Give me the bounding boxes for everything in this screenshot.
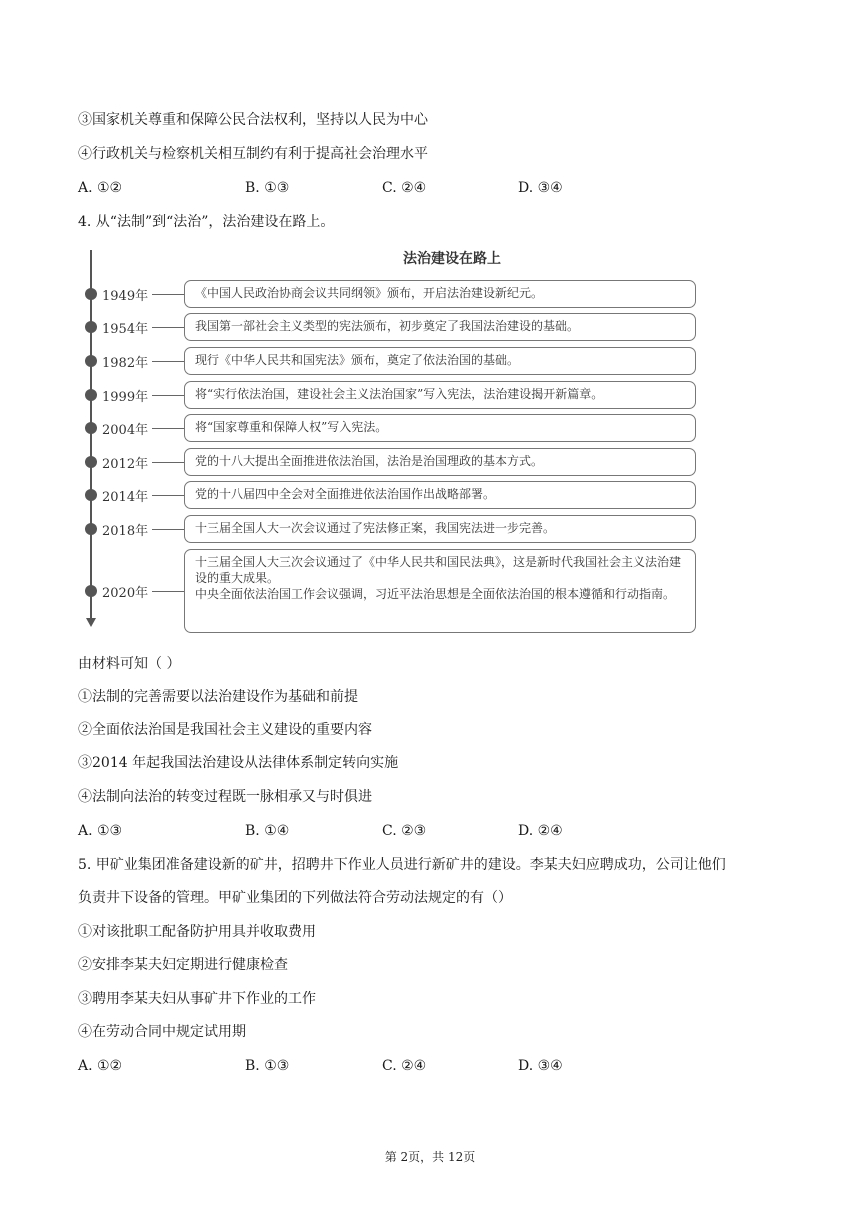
q5-option-d[interactable]: D. ③④ xyxy=(518,1058,563,1074)
timeline-year: 2012年 xyxy=(102,457,149,472)
timeline-dot-icon xyxy=(85,389,97,401)
q3-item-4: ④行政机关与检察机关相互制约有利于提高社会治理水平 xyxy=(78,146,428,162)
timeline-dot-icon xyxy=(85,422,97,434)
timeline-year: 2018年 xyxy=(102,524,149,539)
q5-stem-line-1: 5. 甲矿业集团准备建设新的矿井，招聘井下作业人员进行新矿井的建设。李某夫妇应聘成功，公司让他们 xyxy=(78,857,726,873)
page-footer: 第 2页，共 12页 xyxy=(384,1150,476,1164)
q5-item-3: ③聘用李某夫妇从事矿井下作业的工作 xyxy=(78,991,316,1007)
timeline-dot-icon xyxy=(85,489,97,501)
q4-prompt: 由材料可知（ ） xyxy=(78,656,181,672)
timeline-year: 2004年 xyxy=(102,423,149,438)
q3-item-3: ③国家机关尊重和保障公民合法权利，坚持以人民为中心 xyxy=(78,112,428,128)
q3-option-c[interactable]: C. ②④ xyxy=(382,180,427,196)
timeline-event-box xyxy=(184,481,696,509)
timeline-dot-icon xyxy=(85,523,97,535)
timeline-dot-icon xyxy=(85,321,97,333)
q4-option-a[interactable]: A. ①③ xyxy=(78,823,123,839)
timeline-event-text: 《中国人民政治协商会议共同纲领》颁布，开启法治建设新纪元。 xyxy=(195,286,544,300)
q5-item-1: ①对该批职工配备防护用具并收取费用 xyxy=(78,924,316,940)
timeline-event-text: 将“实行依法治国，建设社会主义法治国家”写入宪法，法治建设揭开新篇章。 xyxy=(195,387,604,401)
q4-item-3: ③2014 年起我国法治建设从法律体系制定转向实施 xyxy=(78,755,399,771)
q5-stem-line-2: 负责井下设备的管理。甲矿业集团的下列做法符合劳动法规定的有（） xyxy=(78,890,512,906)
timeline-year: 1954年 xyxy=(102,322,149,337)
timeline-connector xyxy=(152,294,184,295)
timeline-event-box xyxy=(184,347,696,375)
timeline-event-text: 十三届全国人大一次会议通过了宪法修正案，我国宪法进一步完善。 xyxy=(195,521,556,535)
timeline-dot-icon xyxy=(85,456,97,468)
timeline-connector xyxy=(152,361,184,362)
timeline-event-text: 党的十八届四中全会对全面推进依法治国作出战略部署。 xyxy=(195,487,496,501)
timeline-dot-icon xyxy=(85,585,97,597)
q3-option-b[interactable]: B. ①③ xyxy=(245,180,290,196)
timeline-event-box xyxy=(184,280,696,308)
timeline-connector xyxy=(152,495,184,496)
timeline-connector xyxy=(152,395,184,396)
timeline-figure xyxy=(82,244,712,630)
timeline-connector xyxy=(152,591,184,592)
figure-title: 法治建设在路上 xyxy=(403,251,501,267)
q4-item-4: ④法制向法治的转变过程既一脉相承又与时俱进 xyxy=(78,789,372,805)
timeline-year: 1999年 xyxy=(102,390,149,405)
timeline-event-box xyxy=(184,515,696,543)
timeline-event-text: 现行《中华人民共和国宪法》颁布，奠定了依法治国的基础。 xyxy=(195,353,520,367)
timeline-connector xyxy=(152,462,184,463)
q5-option-c[interactable]: C. ②④ xyxy=(382,1058,427,1074)
timeline-connector xyxy=(152,327,184,328)
timeline-year: 2014年 xyxy=(102,490,149,505)
timeline-year: 1982年 xyxy=(102,356,149,371)
q4-stem: 4. 从“法制”到“法治”，法治建设在路上。 xyxy=(78,214,335,230)
timeline-event-box xyxy=(184,414,696,442)
timeline-event-box xyxy=(184,549,696,633)
timeline-event-box xyxy=(184,313,696,341)
timeline-event-text-2: 中央全面依法治国工作会议强调，习近平法治思想是全面依法治国的根本遵循和行动指南。 xyxy=(195,587,676,601)
timeline-year: 2020年 xyxy=(102,586,149,601)
timeline-event-text: 将“国家尊重和保障人权”写入宪法。 xyxy=(195,420,388,434)
q3-option-d[interactable]: D. ③④ xyxy=(518,180,563,196)
q4-item-1: ①法制的完善需要以法治建设作为基础和前提 xyxy=(78,689,358,705)
timeline-event-text: 党的十八大提出全面推进依法治国，法治是治国理政的基本方式。 xyxy=(195,454,544,468)
q4-option-d[interactable]: D. ②④ xyxy=(518,823,563,839)
q5-item-2: ②安排李某夫妇定期进行健康检查 xyxy=(78,957,288,973)
timeline-connector xyxy=(152,428,184,429)
q4-item-2: ②全面依法治国是我国社会主义建设的重要内容 xyxy=(78,722,372,738)
timeline-dot-icon xyxy=(85,288,97,300)
timeline-axis xyxy=(90,250,92,622)
timeline-year: 1949年 xyxy=(102,289,149,304)
timeline-event-text: 十三届全国人大三次会议通过了《中华人民共和国民法典》，这是新时代我国社会主义法治建设的重大成果。 xyxy=(195,555,682,585)
q4-option-c[interactable]: C. ②③ xyxy=(382,823,427,839)
timeline-event-text: 我国第一部社会主义类型的宪法颁布，初步奠定了我国法治建设的基础。 xyxy=(195,319,580,333)
q5-option-a[interactable]: A. ①② xyxy=(78,1058,123,1074)
timeline-dot-icon xyxy=(85,355,97,367)
timeline-connector xyxy=(152,529,184,530)
q5-option-b[interactable]: B. ①③ xyxy=(245,1058,290,1074)
q5-item-4: ④在劳动合同中规定试用期 xyxy=(78,1024,246,1040)
q3-option-a[interactable]: A. ①② xyxy=(78,180,123,196)
timeline-arrow-icon xyxy=(86,618,96,627)
timeline-event-box xyxy=(184,381,696,409)
q4-option-b[interactable]: B. ①④ xyxy=(245,823,290,839)
timeline-event-box xyxy=(184,448,696,476)
